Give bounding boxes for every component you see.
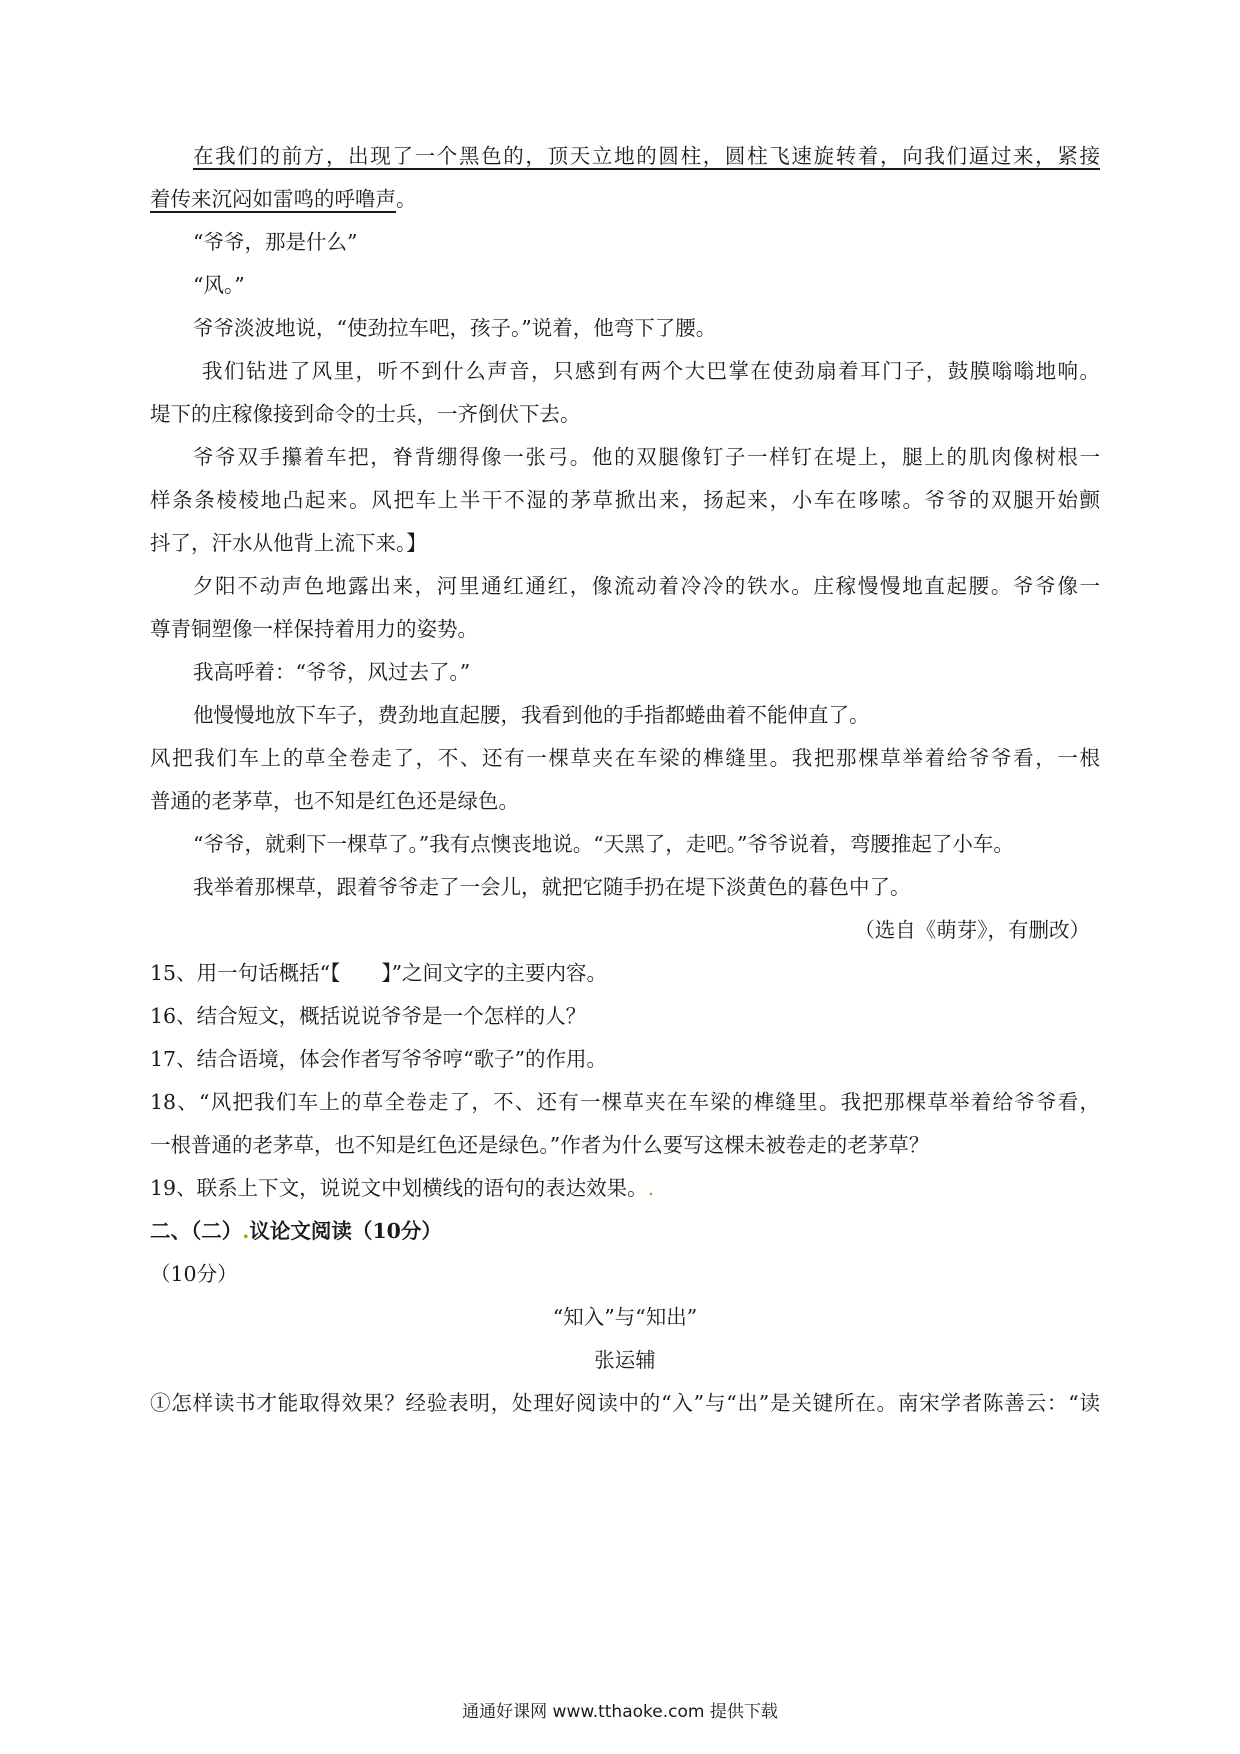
- story-line: 普通的老茅草，也不知是红色还是绿色。: [150, 789, 519, 813]
- period: 。: [396, 187, 417, 211]
- question-15: 15、用一句话概括“【 】”之间文字的主要内容。: [150, 961, 608, 985]
- question-16: 16、结合短文，概括说说爷爷是一个怎样的人？: [150, 1004, 587, 1028]
- essay-paragraph-1: ①怎样读书才能取得效果？经验表明，处理好阅读中的“入”与“出”是关键所在。南宋学者陈善云：“读: [150, 1391, 1100, 1415]
- question-18-cont: 一根普通的老茅草，也不知是红色还是绿色。”作者为什么要写这棵未被卷走的老茅草？: [150, 1133, 930, 1157]
- stray-dot: .: [647, 1176, 655, 1200]
- story-line: 风把我们车上的草全卷走了，不、还有一棵草夹在车梁的榫缝里。我把那棵草举着给爷爷看，一根: [150, 746, 1100, 770]
- story-line: 堤下的庄稼像接到命令的士兵，一齐倒伏下去。: [150, 402, 581, 426]
- story-line: “风。”: [193, 273, 245, 297]
- story-line: 爷爷淡波地说，“使劲拉车吧，孩子。”说着，他弯下了腰。: [193, 316, 717, 340]
- story-line: 夕阳不动声色地露出来，河里通红通红，像流动着冷冷的铁水。庄稼慢慢地直起腰。爷爷像一: [193, 574, 1100, 598]
- story-line: [150, 184, 1100, 214]
- section-score: （10分）: [150, 1262, 238, 1286]
- question-19: [150, 1173, 1100, 1203]
- essay-author: 张运辅: [594, 1348, 656, 1372]
- underlined-sentence: 着传来沉闷如雷鸣的呼噜声: [150, 187, 396, 211]
- essay-title: “知入”与“知出”: [552, 1305, 698, 1329]
- story-line: “爷爷，就剩下一棵草了。”我有点懊丧地说。“天黑了，走吧。”爷爷说着，弯腰推起了小车。: [193, 832, 1014, 856]
- section-heading-part: 二、（二）: [150, 1219, 243, 1243]
- question-17: 17、结合语境，体会作者写爷爷哼“歌子”的作用。: [150, 1047, 608, 1071]
- story-line: [193, 141, 1100, 171]
- story-line: 抖了，汗水从他背上流下来。】: [150, 531, 427, 555]
- story-line: 尊青铜塑像一样保持着用力的姿势。: [150, 617, 478, 641]
- page-footer: 通通好课网 www.tthaoke.com 提供下载: [462, 1702, 778, 1722]
- source-citation: （选自《萌芽》，有删改）: [854, 918, 1090, 942]
- story-line: “爷爷，那是什么”: [193, 230, 358, 254]
- story-line: 爷爷双手攥着车把，脊背绷得像一张弓。他的双腿像钉子一样钉在堤上，腿上的肌肉像树根一: [193, 445, 1100, 469]
- section-heading-part: 议论文阅读（10分）: [249, 1219, 442, 1243]
- section-heading: [150, 1216, 1100, 1246]
- stray-dot: .: [242, 1219, 250, 1243]
- story-line: 我举着那棵草，跟着爷爷走了一会儿，就把它随手扔在堤下淡黄色的暮色中了。: [193, 875, 911, 899]
- story-line: 样条条棱棱地凸起来。风把车上半干不湿的茅草掀出来，扬起来，小车在哆嗦。爷爷的双腿开始颤: [150, 488, 1100, 512]
- story-line: 他慢慢地放下车子，费劲地直起腰，我看到他的手指都蜷曲着不能伸直了。: [193, 703, 870, 727]
- story-line: 我们钻进了风里，听不到什么声音，只感到有两个大巴掌在使劲扇着耳门子，鼓膜嗡嗡地响。: [202, 359, 1100, 383]
- underlined-sentence: 在我们的前方，出现了一个黑色的，顶天立地的圆柱，圆柱飞速旋转着，向我们逼过来，紧接: [193, 144, 1100, 168]
- question-19-text: 19、联系上下文，说说文中划横线的语句的表达效果。: [150, 1176, 648, 1200]
- story-line: 我高呼着：“爷爷，风过去了。”: [193, 660, 471, 684]
- question-18: 18、“风把我们车上的草全卷走了，不、还有一棵草夹在车梁的榫缝里。我把那棵草举着给爷爷看，: [150, 1090, 1100, 1114]
